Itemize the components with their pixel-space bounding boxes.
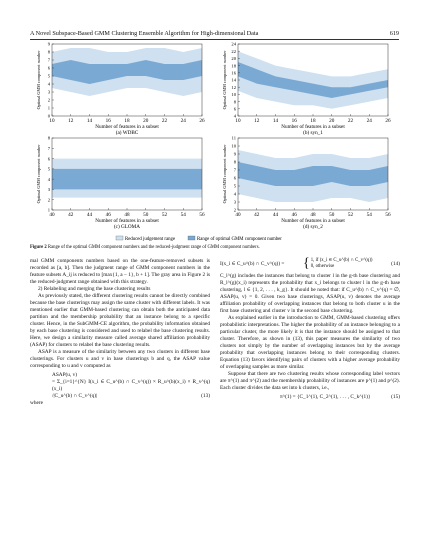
panel-sublabel: (c) GLOMA — [113, 224, 141, 230]
y-tick-label: 7 — [47, 145, 50, 151]
x-tick-label: 50 — [329, 212, 335, 218]
optimal-range-band — [52, 169, 202, 190]
y-tick-label: 7 — [233, 167, 236, 173]
panel-a — [36, 42, 205, 136]
panel-b — [222, 42, 391, 136]
left-paragraph-2: As previously stated, the different clustering results cannot be directly combined because the base clusterings may assign the same cluster with different labels. It was mentioned earlier that GMM-based clustering can obtain both the anticipated data partition and the membership probability that an instance belong to a specific cluster. Hence, in the SubGMM-CE algorithm, the probability information obtained by each base clustering is considered and used to relabel the base clustering results. Here, we design a similarity measure called average shared affiliation probability (ASAP) for clusters to relabel the base clustering results. — [30, 293, 210, 348]
panel-c — [36, 136, 205, 230]
y-axis-label: Optimal GMM component number — [36, 50, 41, 110]
x-tick-label: 48 — [124, 212, 130, 218]
panel-sublabel: (b) syn_1 — [303, 130, 323, 136]
running-header — [0, 0, 427, 40]
x-tick-label: 56 — [385, 212, 391, 218]
y-tick-label: 9 — [233, 151, 236, 157]
x-tick-label: 10 — [235, 118, 241, 124]
eq15-body: π^(1) = {C_1^(1), C_2^(1), . . . , C_k^(1)} — [280, 394, 371, 400]
x-tick-label: 24 — [366, 118, 372, 124]
y-tick-label: 10 — [231, 143, 236, 149]
right-paragraph-3: Suppose that there are two clustering results whose corresponding label vectors are π^(1) and π^(2) and the membership probability of instances are p^(1) and p^(2). Each cluster divides the data set into k clusters, i.e., — [220, 371, 400, 391]
panel-sublabel: (a) WDBC — [115, 130, 139, 136]
x-tick-label: 22 — [347, 118, 354, 124]
y-tick-label: 6 — [47, 65, 50, 71]
y-tick-label: 3 — [233, 199, 236, 205]
legend-label-reduced: Reduced judgement range — [125, 237, 176, 242]
y-tick-label: 8 — [233, 159, 236, 165]
x-tick-label: 44 — [86, 212, 93, 218]
x-tick-label: 20 — [329, 118, 335, 124]
y-tick-label: 6 — [233, 106, 236, 112]
x-tick-label: 50 — [143, 212, 149, 218]
right-column — [220, 258, 400, 401]
x-axis-label: Number of features in a subset — [95, 218, 159, 224]
x-tick-label: 12 — [254, 118, 260, 124]
left-paragraph-1: mal GMM components numbers based on the one-feature-removed subsets is recorded as [a, b]. Then the judgment range of GMM component numbers in the feature subsets A_ij is reduced to [max{1, a − 1}, b + 1]. The gray area in Figure 2 is the reduced-judgment range obtained with this strategy. — [30, 258, 210, 285]
y-tick-label: 2 — [47, 197, 50, 203]
y-tick-label: 2 — [47, 97, 50, 103]
x-tick-label: 24 — [180, 118, 186, 124]
y-tick-label: 18 — [231, 63, 236, 69]
legend-swatch-optimal — [188, 236, 195, 240]
eq14-case-list — [311, 258, 373, 270]
caption-label: Figure 2 — [30, 245, 47, 250]
eq14-case2: 0, otherwise — [310, 264, 335, 269]
x-tick-label: 52 — [161, 212, 168, 218]
y-tick-label: 9 — [47, 41, 50, 47]
eq15-number: (15) — [391, 394, 400, 400]
section-heading: 2) Relabeling and merging the base clustering results — [38, 286, 151, 292]
x-tick-label: 16 — [291, 118, 297, 124]
eq13-line3: /|C_u^(b) ∩ C_v^(q)| — [52, 393, 98, 399]
y-tick-label: 7 — [47, 57, 50, 63]
x-tick-label: 12 — [68, 118, 74, 124]
legend-swatch-reduced — [116, 236, 123, 240]
x-tick-label: 10 — [49, 118, 55, 124]
y-axis-label: Optimal GMM component number — [222, 50, 227, 110]
page-number: 619 — [389, 30, 399, 37]
x-tick-label: 26 — [385, 118, 391, 124]
y-tick-label: 0 — [47, 113, 50, 119]
y-tick-label: 6 — [233, 175, 236, 181]
y-tick-label: 4 — [233, 113, 236, 119]
y-tick-label: 8 — [233, 99, 236, 105]
equation-14 — [220, 258, 400, 270]
eq14-brace: { — [303, 256, 310, 271]
y-tick-label: 5 — [47, 73, 50, 79]
y-tick-label: 12 — [231, 84, 236, 90]
y-tick-label: 4 — [47, 176, 50, 182]
eq14-lhs: I(x_i ∈ C_u^(b) ∩ C_v^(q)) = — [220, 260, 285, 267]
y-tick-label: 6 — [47, 156, 50, 162]
right-paragraph-2: As explained earlier in the introduction to GMM, GMM-based clustering offers probabilistic interpretations. The higher the probability of an instance belonging to a particular cluster, the more likely it is that the instance should be assigned to that cluster. Therefore, as shown in (13), this paper measures the similarity of two clusters not simply by the number of overlapping instances but by the average probability that overlapping instances belong to their corresponding clusters. Equation (13) favors identifying pairs of clusters with a higher average probability of overlapping samples as more similar. — [220, 315, 400, 370]
y-tick-label: 10 — [231, 92, 236, 98]
eq14-number: (14) — [391, 260, 400, 267]
y-tick-label: 5 — [47, 166, 50, 172]
y-tick-label: 8 — [47, 49, 50, 55]
x-tick-label: 46 — [105, 212, 111, 218]
y-tick-label: 16 — [231, 70, 236, 76]
eq13-number: (13) — [201, 393, 210, 399]
y-axis-label: Optimal GMM component number — [36, 144, 41, 204]
running-title: A Novel Subspace-Based GMM Clustering Ensemble Algorithm for High-dimensional Data — [30, 30, 259, 37]
x-tick-label: 40 — [235, 212, 241, 218]
y-tick-label: 4 — [233, 191, 236, 197]
x-axis-label: Number of features in a subset — [281, 218, 345, 224]
eq14-cases — [303, 258, 372, 270]
x-tick-label: 18 — [124, 118, 130, 124]
x-tick-label: 56 — [199, 212, 205, 218]
eq14-case1: 1, if (x_i ∈ C_u^(b) ∩ C_v^(q)) — [310, 258, 373, 263]
x-tick-label: 46 — [291, 212, 297, 218]
x-tick-label: 42 — [254, 212, 260, 218]
figure-legend — [116, 236, 282, 242]
x-tick-label: 40 — [49, 212, 55, 218]
x-tick-label: 20 — [143, 118, 149, 124]
figure-2 — [30, 40, 400, 245]
eq13-line3-wrap — [30, 393, 210, 400]
x-axis-label: Number of features in a subset — [95, 124, 159, 130]
left-column — [30, 258, 210, 407]
y-tick-label: 8 — [47, 135, 50, 141]
equation-13 — [30, 372, 210, 400]
y-tick-label: 24 — [231, 41, 236, 47]
x-tick-label: 26 — [199, 118, 205, 124]
y-tick-label: 1 — [47, 105, 50, 111]
x-tick-label: 54 — [366, 212, 372, 218]
where-label: where — [30, 400, 43, 406]
x-tick-label: 14 — [86, 118, 93, 124]
y-tick-label: 1 — [47, 207, 50, 213]
y-tick-label: 11 — [231, 135, 236, 141]
right-paragraph-1: C_l^(g) includes the instances that belong to cluster l in the g-th base clustering and R_l^(g)(x_i) represents the probability that x_i belongs to cluster l in the g-th base clustering, l ∈ {1, 2, . . . , k_g}. It should be noted that: if C_u^(b) ∩ C_v^(q) = ∅, ASAP(u, v) = 0. Given two base clusterings, ASAP(u, v) denotes the average affiliation probability of overlapping instances that belong to both cluster u in the first base clustering and cluster v in the second base clustering. — [220, 273, 400, 314]
x-tick-label: 22 — [161, 118, 168, 124]
x-tick-label: 42 — [68, 212, 74, 218]
caption-text: Range of the optimal GMM component numbers and the reduced-judgment range of GMM component numbers. — [47, 245, 260, 250]
y-tick-label: 20 — [231, 56, 236, 62]
legend-label-optimal: Range of optimal GMM component number — [197, 237, 282, 242]
x-tick-label: 16 — [105, 118, 111, 124]
panel-sublabel: (d) syn_2 — [303, 224, 323, 230]
y-tick-label: 3 — [47, 187, 50, 193]
x-tick-label: 54 — [180, 212, 186, 218]
figure-svg — [30, 40, 400, 245]
y-tick-label: 4 — [47, 81, 50, 87]
x-axis-label: Number of features in a subset — [281, 124, 345, 130]
x-tick-label: 52 — [347, 212, 354, 218]
y-tick-label: 5 — [233, 183, 236, 189]
y-axis-label: Optimal GMM component number — [222, 144, 227, 204]
y-tick-label: 22 — [231, 48, 236, 54]
x-tick-label: 14 — [272, 118, 279, 124]
eq13-line2: = Σ_{i=1}^{N} I(x_i ∈ C_u^(b) ∩ C_v^(q)) × R_u^(b)(x_i) × R_v^(q)(x_i) — [52, 379, 210, 392]
y-tick-label: 3 — [47, 89, 50, 95]
figure-caption — [30, 245, 400, 251]
x-tick-label: 48 — [310, 212, 316, 218]
y-tick-label: 2 — [233, 207, 236, 213]
x-tick-label: 18 — [310, 118, 316, 124]
y-tick-label: 14 — [231, 77, 236, 83]
equation-15 — [220, 394, 400, 401]
panel-d — [222, 136, 391, 230]
left-paragraph-3: ASAP is a measure of the similarity between any two clusters in different base clusterings. For clusters u and v in base clusterings b and q, the ASAP value corresponding to u and v computed as — [30, 349, 210, 369]
eq13-line1: ASAP(u, v) — [52, 372, 78, 378]
x-tick-label: 44 — [272, 212, 279, 218]
